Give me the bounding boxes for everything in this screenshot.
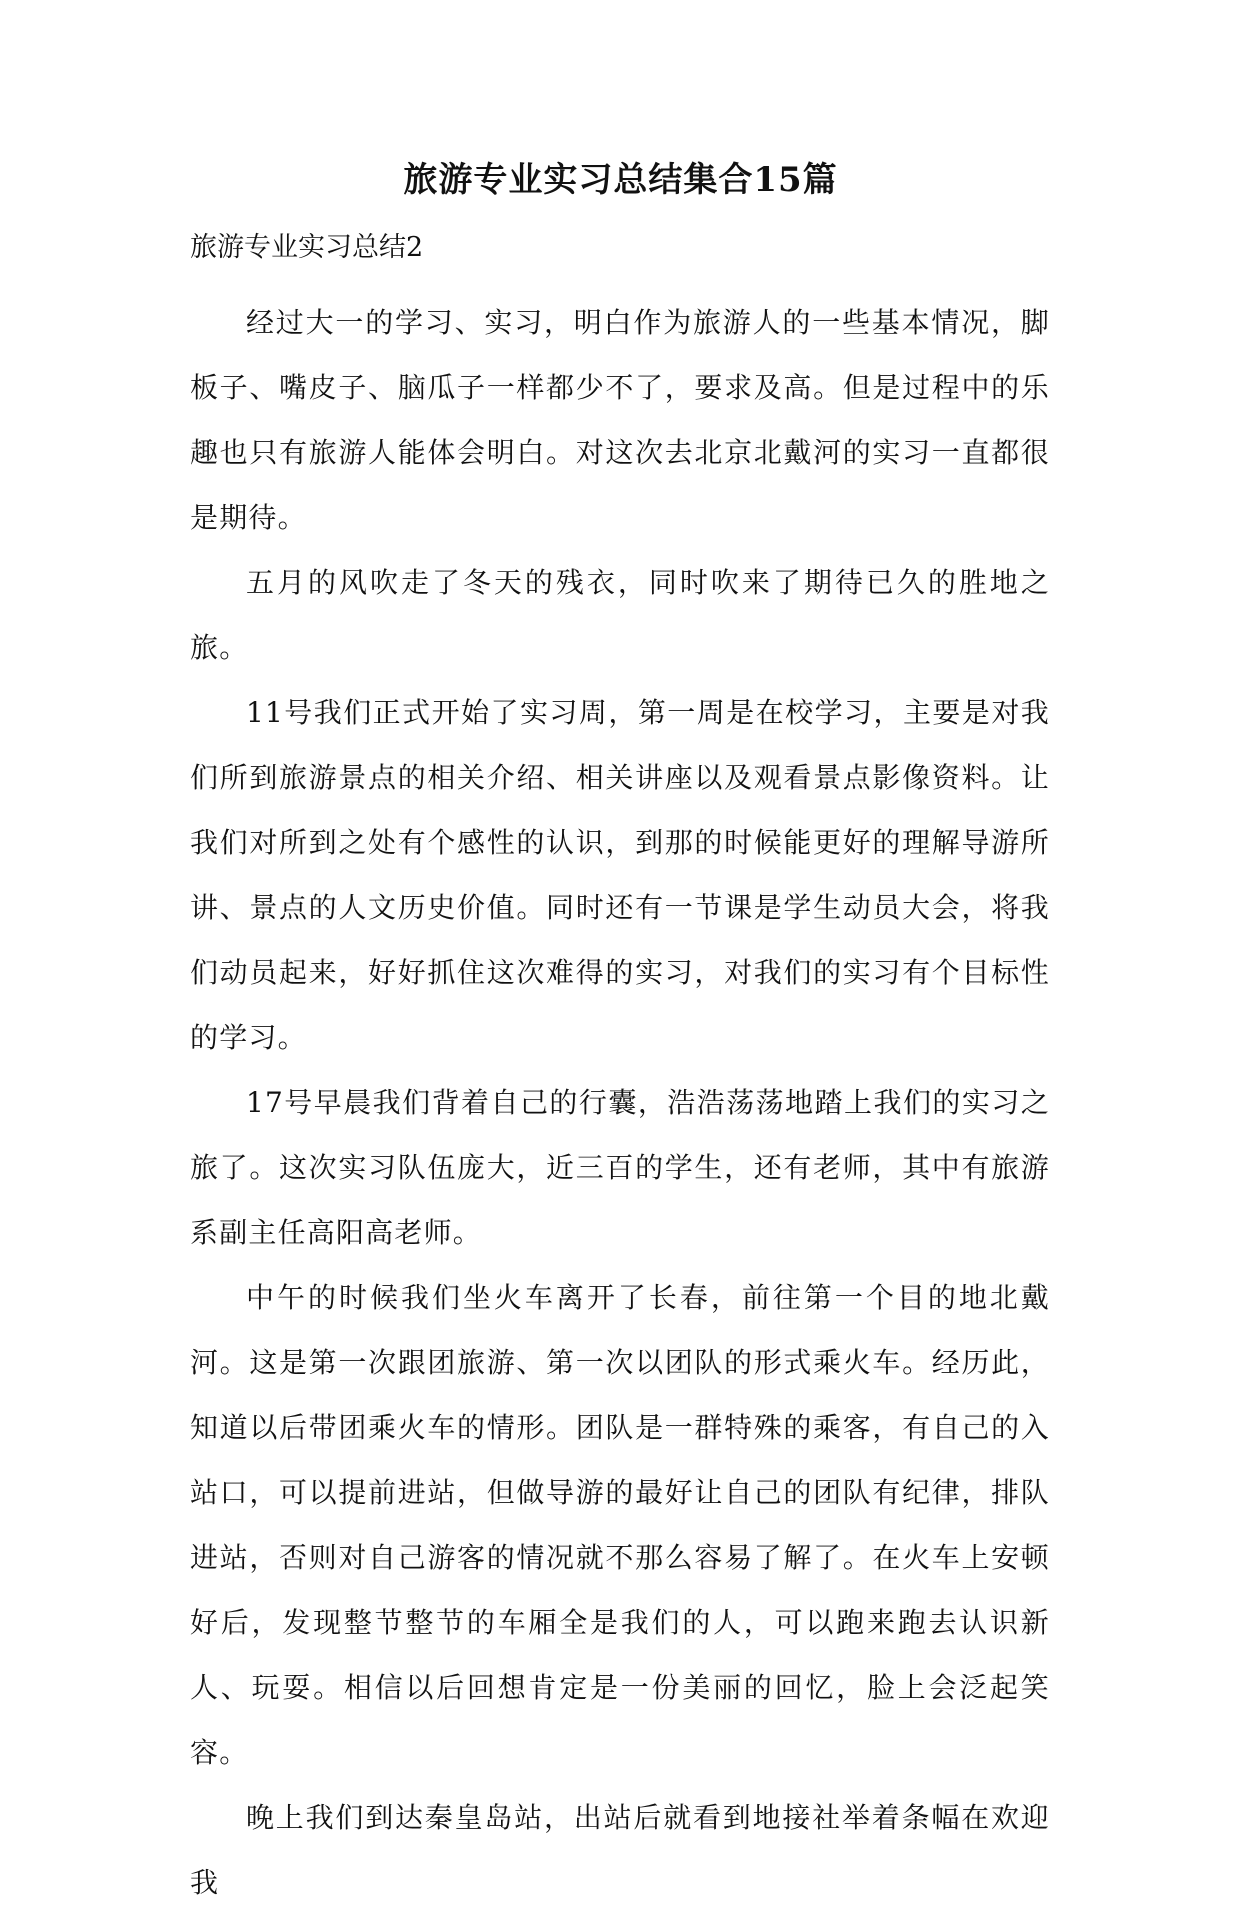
document-subtitle: 旅游专业实习总结2: [190, 232, 424, 263]
paragraph-1: 经过大一的学习、实习，明白作为旅游人的一些基本情况，脚板子、嘴皮子、脑瓜子一样都少不了，要求及高。但是过程中的乐趣也只有旅游人能体会明白。对这次去北京北戴河的实习一直都很是期待。: [190, 306, 1050, 534]
paragraph-4: 17号早晨我们背着自己的行囊，浩浩荡荡地踏上我们的实习之旅了。这次实习队伍庞大，近三百的学生，还有老师，其中有旅游系副主任高阳高老师。: [190, 1086, 1050, 1249]
paragraph-6: 晚上我们到达秦皇岛站，出站后就看到地接社举着条幅在欢迎我: [190, 1801, 1050, 1899]
document-title: 旅游专业实习总结集合15篇: [403, 160, 838, 200]
paragraph-2: 五月的风吹走了冬天的残衣，同时吹来了期待已久的胜地之旅。: [190, 566, 1050, 664]
document-body: [190, 290, 1050, 1915]
paragraph-3: 11号我们正式开始了实习周，第一周是在校学习，主要是对我们所到旅游景点的相关介绍、相关讲座以及观看景点影像资料。让我们对所到之处有个感性的认识，到那的时候能更好的理解导游所讲、景点的人文历史价值。同时还有一节课是学生动员大会，将我们动员起来，好好抓住这次难得的实习，对我们的实习有个目标性的学习。: [190, 696, 1050, 1054]
paragraph-5: 中午的时候我们坐火车离开了长春，前往第一个目的地北戴河。这是第一次跟团旅游、第一次以团队的形式乘火车。经历此，知道以后带团乘火车的情形。团队是一群特殊的乘客，有自己的入站口，可以提前进站，但做导游的最好让自己的团队有纪律，排队进站，否则对自己游客的情况就不那么容易了解了。在火车上安顿好后，发现整节整节的车厢全是我们的人，可以跑来跑去认识新人、玩耍。相信以后回想肯定是一份美丽的回忆，脸上会泛起笑容。: [190, 1281, 1050, 1769]
